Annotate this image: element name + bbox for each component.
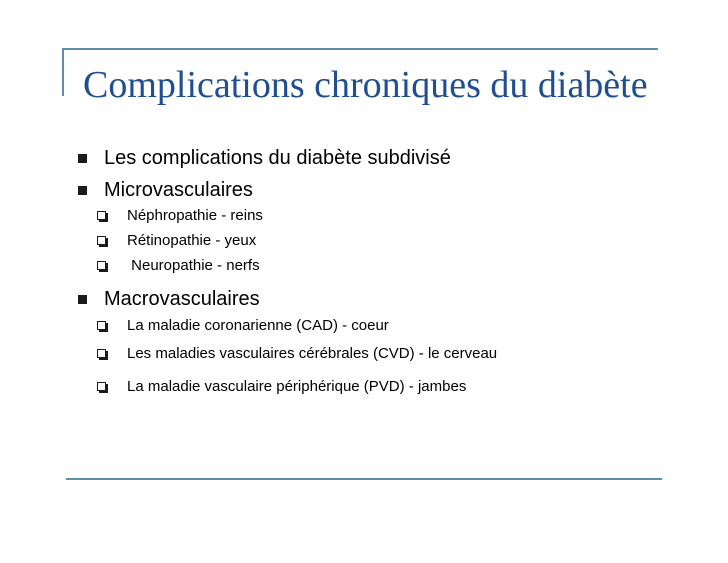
square-bullet-icon: [78, 154, 87, 163]
sub-bullet-text: La maladie coronarienne (CAD) - coeur: [127, 317, 389, 334]
slide-title: Complications chroniques du diabète: [83, 64, 648, 106]
hollow-square-bullet-icon: [97, 211, 106, 220]
sub-bullet-text: Rétinopathie - yeux: [127, 232, 257, 249]
hollow-square-bullet-icon: [97, 236, 106, 245]
bullet-text: Macrovasculaires: [104, 288, 260, 310]
frame-top-line: [62, 48, 658, 50]
hollow-square-bullet-icon: [97, 382, 106, 391]
bullet-text: Les complications du diabète subdivisé: [104, 147, 451, 169]
square-bullet-icon: [78, 295, 87, 304]
square-bullet-icon: [78, 186, 87, 195]
sub-bullet-text: Neuropathie - nerfs: [127, 257, 260, 274]
frame-left-line: [62, 48, 64, 96]
bullet-text: Microvasculaires: [104, 179, 253, 201]
sub-bullet-text: La maladie vasculaire périphérique (PVD) - jambes: [127, 378, 467, 395]
hollow-square-bullet-icon: [97, 321, 106, 330]
frame-bottom-line: [66, 478, 662, 480]
hollow-square-bullet-icon: [97, 261, 106, 270]
sub-bullet-text: Néphropathie - reins: [127, 207, 263, 224]
sub-bullet-text: Les maladies vasculaires cérébrales (CVD) - le cerveau: [127, 345, 498, 362]
hollow-square-bullet-icon: [97, 349, 106, 358]
